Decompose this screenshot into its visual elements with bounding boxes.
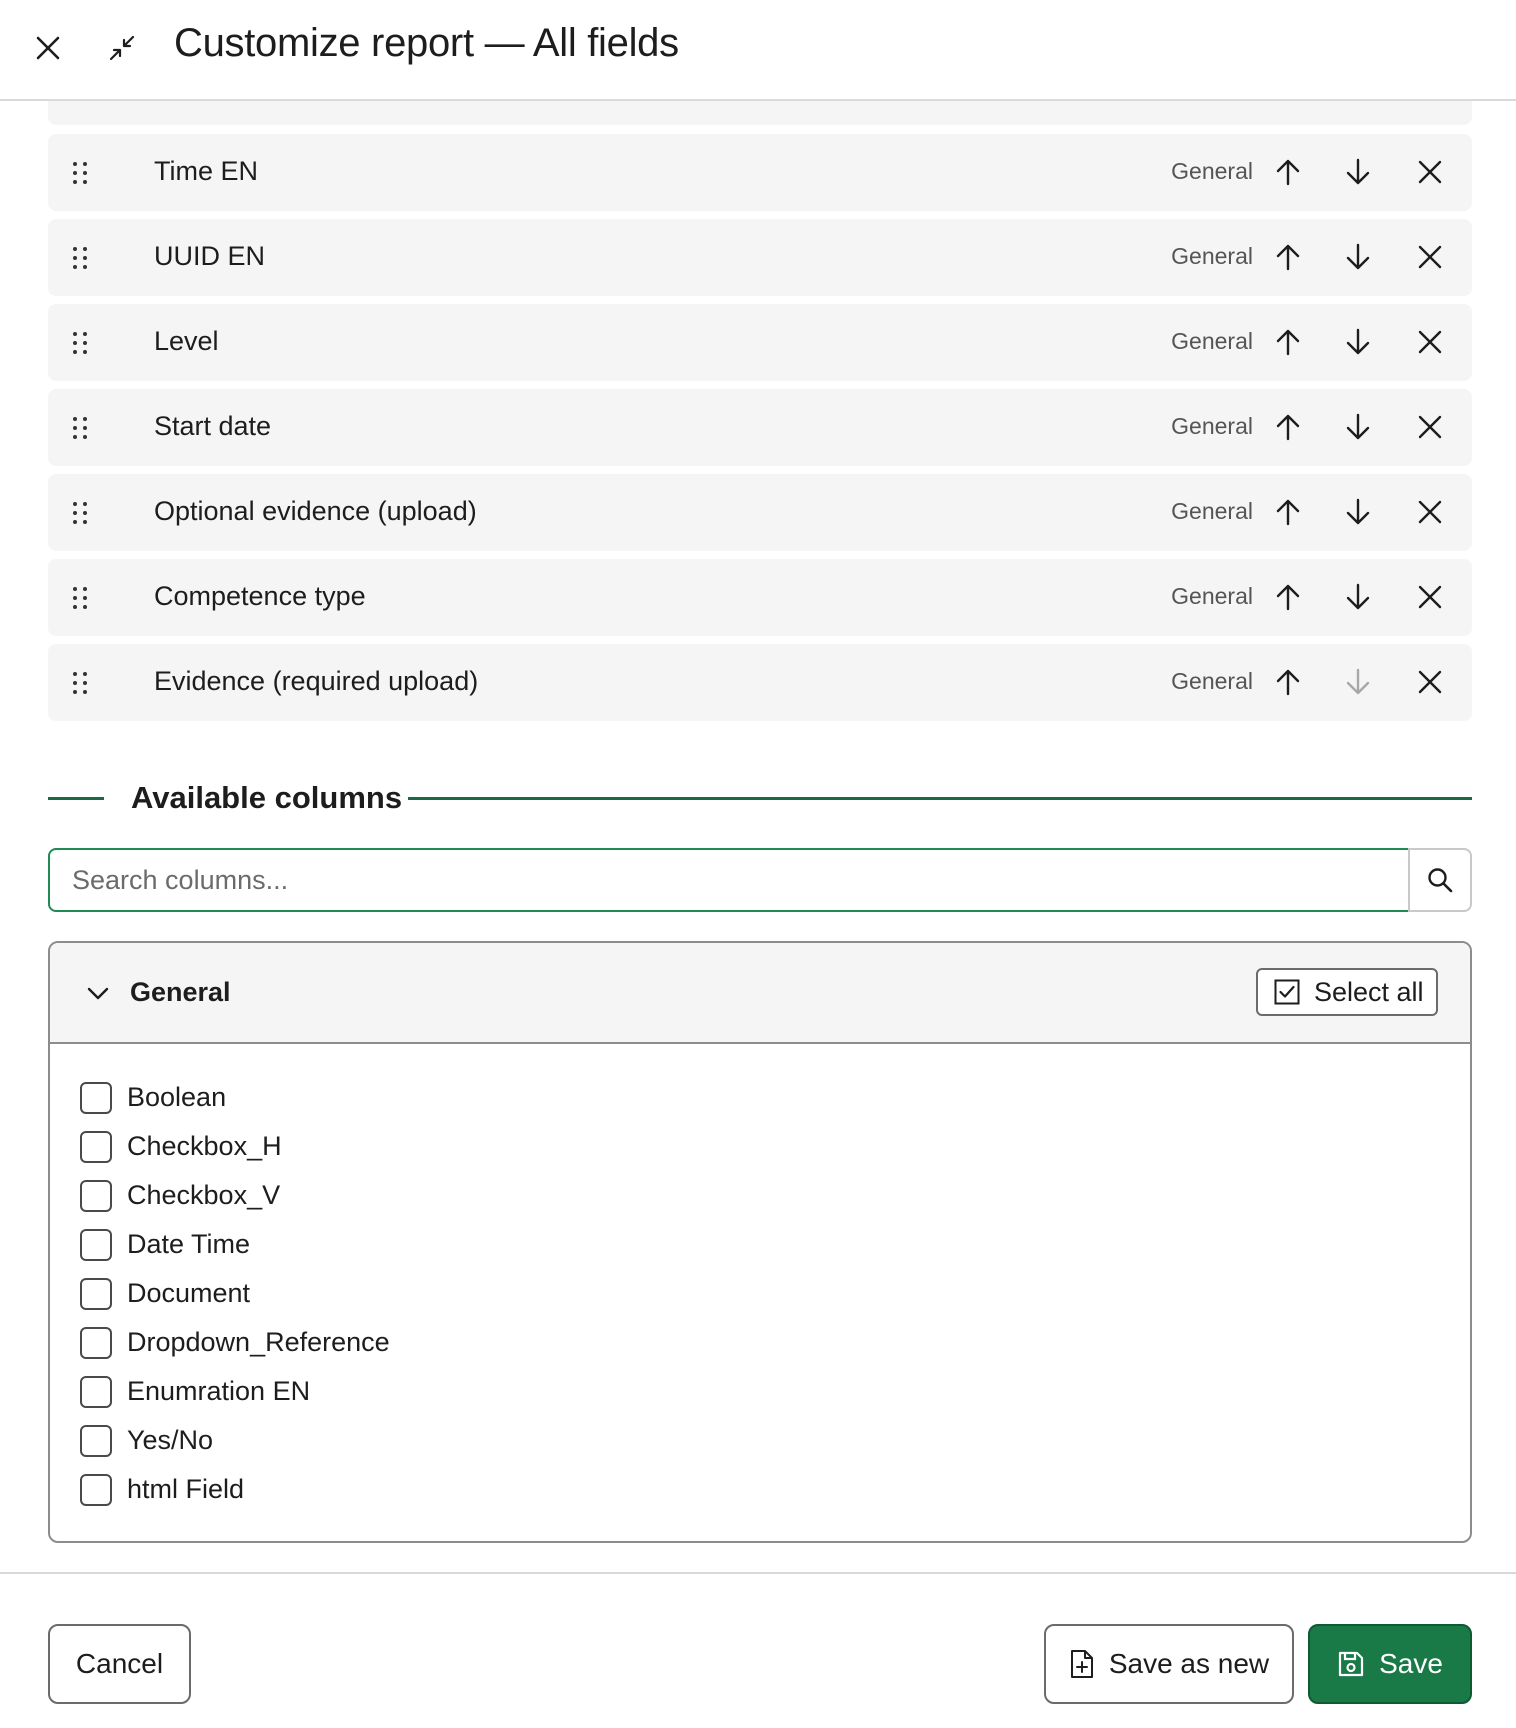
column-option[interactable] [80,1465,390,1514]
move-down-button [1338,662,1378,702]
column-option-label: Enumration EN [127,1376,311,1406]
divider [408,797,1472,800]
arrow-down-icon [1345,413,1371,441]
remove-column-button[interactable] [1410,322,1450,362]
save-button[interactable] [1308,1624,1472,1704]
group-title: General [130,977,231,1007]
save-as-new-label: Save as new [1108,1648,1270,1679]
arrow-down-icon [1345,158,1371,186]
selected-column-row[interactable] [48,219,1472,296]
column-option-label: Document [127,1278,251,1308]
arrow-down-icon [1345,243,1371,271]
drag-handle-icon [71,330,89,356]
drag-handle[interactable] [66,158,94,188]
checkbox[interactable] [80,1376,112,1408]
checkbox[interactable] [80,1180,112,1212]
select-all-button[interactable] [1256,968,1438,1016]
arrow-down-icon [1345,328,1371,356]
move-up-button[interactable] [1268,237,1308,277]
drag-handle[interactable] [66,413,94,443]
drag-handle[interactable] [66,498,94,528]
close-icon [1418,500,1442,524]
selected-column-row[interactable] [48,389,1472,466]
move-up-button[interactable] [1268,577,1308,617]
column-option[interactable] [80,1367,390,1416]
cancel-button[interactable] [48,1624,191,1704]
arrow-up-icon [1275,413,1301,441]
column-option-label: Dropdown_Reference [127,1327,390,1357]
move-down-button[interactable] [1338,577,1378,617]
checkbox[interactable] [80,1131,112,1163]
move-down-button[interactable] [1338,152,1378,192]
move-up-button[interactable] [1268,322,1308,362]
selected-column-row[interactable] [48,134,1472,211]
section-title: Available columns [131,780,403,815]
close-icon [1418,585,1442,609]
column-option[interactable] [80,1416,390,1465]
drag-handle[interactable] [66,243,94,273]
checkbox-checked-icon [1274,979,1300,1005]
arrow-up-icon [1275,583,1301,611]
close-icon [1418,245,1442,269]
selected-column-row[interactable] [48,644,1472,721]
drag-handle-icon [71,500,89,526]
drag-handle-icon [71,160,89,186]
selected-column-row[interactable] [48,559,1472,636]
save-as-new-button[interactable] [1044,1624,1294,1704]
column-option-label: Boolean [127,1082,227,1112]
column-option[interactable] [80,1122,390,1171]
drag-handle-icon [71,670,89,696]
drag-handle[interactable] [66,668,94,698]
column-option[interactable] [80,1269,390,1318]
column-label: Optional evidence (upload) [154,496,477,526]
collapse-button[interactable] [96,22,148,74]
column-group-label: General [1171,328,1253,354]
drag-handle[interactable] [66,583,94,613]
drag-handle[interactable] [66,328,94,358]
column-option-label: Date Time [127,1229,251,1259]
drag-handle-icon [71,415,89,441]
expand-toggle[interactable] [78,973,118,1013]
move-down-button[interactable] [1338,492,1378,532]
move-up-button[interactable] [1268,152,1308,192]
column-group-label: General [1171,243,1253,269]
column-group-label: General [1171,498,1253,524]
dialog-title: Customize report — All fields [174,21,679,65]
checkbox[interactable] [80,1082,112,1114]
list-item-partial [48,101,1472,125]
selected-column-row[interactable] [48,474,1472,551]
column-option[interactable] [80,1073,390,1122]
close-icon [1418,670,1442,694]
checkbox[interactable] [80,1474,112,1506]
save-icon [1337,1650,1365,1678]
column-option-label: Checkbox_H [127,1131,282,1161]
close-icon [1418,415,1442,439]
collapse-icon [108,34,136,62]
remove-column-button[interactable] [1410,237,1450,277]
arrow-down-icon [1345,583,1371,611]
cancel-label: Cancel [75,1648,164,1679]
selected-columns-list [48,101,1472,729]
column-group-panel [48,941,1472,1543]
close-icon [1418,160,1442,184]
remove-column-button[interactable] [1410,152,1450,192]
checkbox[interactable] [80,1278,112,1310]
column-label: Time EN [154,156,259,186]
remove-column-button[interactable] [1410,577,1450,617]
search-icon [1426,866,1454,894]
search-button[interactable] [1408,848,1472,912]
checkbox[interactable] [80,1229,112,1261]
column-option-label: html Field [127,1474,245,1504]
search-input[interactable] [48,848,1410,912]
dialog-footer [0,1572,1516,1728]
column-group-label: General [1171,668,1253,694]
arrow-up-icon [1275,498,1301,526]
column-option-label: Yes/No [127,1425,214,1455]
column-option[interactable] [80,1318,390,1367]
move-up-button[interactable] [1268,492,1308,532]
column-label: Level [154,326,219,356]
available-columns-heading [48,778,1472,818]
select-all-label: Select all [1314,976,1424,1007]
arrow-up-icon [1275,328,1301,356]
close-icon [1418,330,1442,354]
file-add-icon [1069,1649,1095,1679]
move-up-button[interactable] [1268,407,1308,447]
column-group-label: General [1171,583,1253,609]
column-options [80,1073,390,1514]
move-down-button[interactable] [1338,407,1378,447]
column-option[interactable] [80,1220,390,1269]
column-label: UUID EN [154,241,266,271]
arrow-up-icon [1275,243,1301,271]
save-label: Save [1379,1648,1443,1679]
remove-column-button[interactable] [1410,662,1450,702]
column-group-label: General [1171,158,1253,184]
remove-column-button[interactable] [1410,407,1450,447]
group-header[interactable] [50,943,1470,1044]
close-icon [35,35,61,61]
dialog-header [0,0,1516,101]
column-label: Evidence (required upload) [154,666,479,696]
remove-column-button[interactable] [1410,492,1450,532]
arrow-down-icon [1345,498,1371,526]
drag-handle-icon [71,585,89,611]
drag-handle-icon [71,245,89,271]
selected-column-row[interactable] [48,304,1472,381]
column-option-label: Checkbox_V [127,1180,281,1210]
arrow-down-icon [1345,668,1371,696]
column-label: Start date [154,411,272,441]
move-down-button[interactable] [1338,322,1378,362]
checkbox[interactable] [80,1327,112,1359]
arrow-up-icon [1275,158,1301,186]
search-columns [48,848,1472,912]
column-label: Competence type [154,581,366,611]
divider [48,797,104,800]
move-down-button[interactable] [1338,237,1378,277]
arrow-up-icon [1275,668,1301,696]
checkbox[interactable] [80,1425,112,1457]
column-option[interactable] [80,1171,390,1220]
chevron-down-icon [86,981,110,1005]
close-button[interactable] [22,22,74,74]
move-up-button[interactable] [1268,662,1308,702]
column-group-label: General [1171,413,1253,439]
